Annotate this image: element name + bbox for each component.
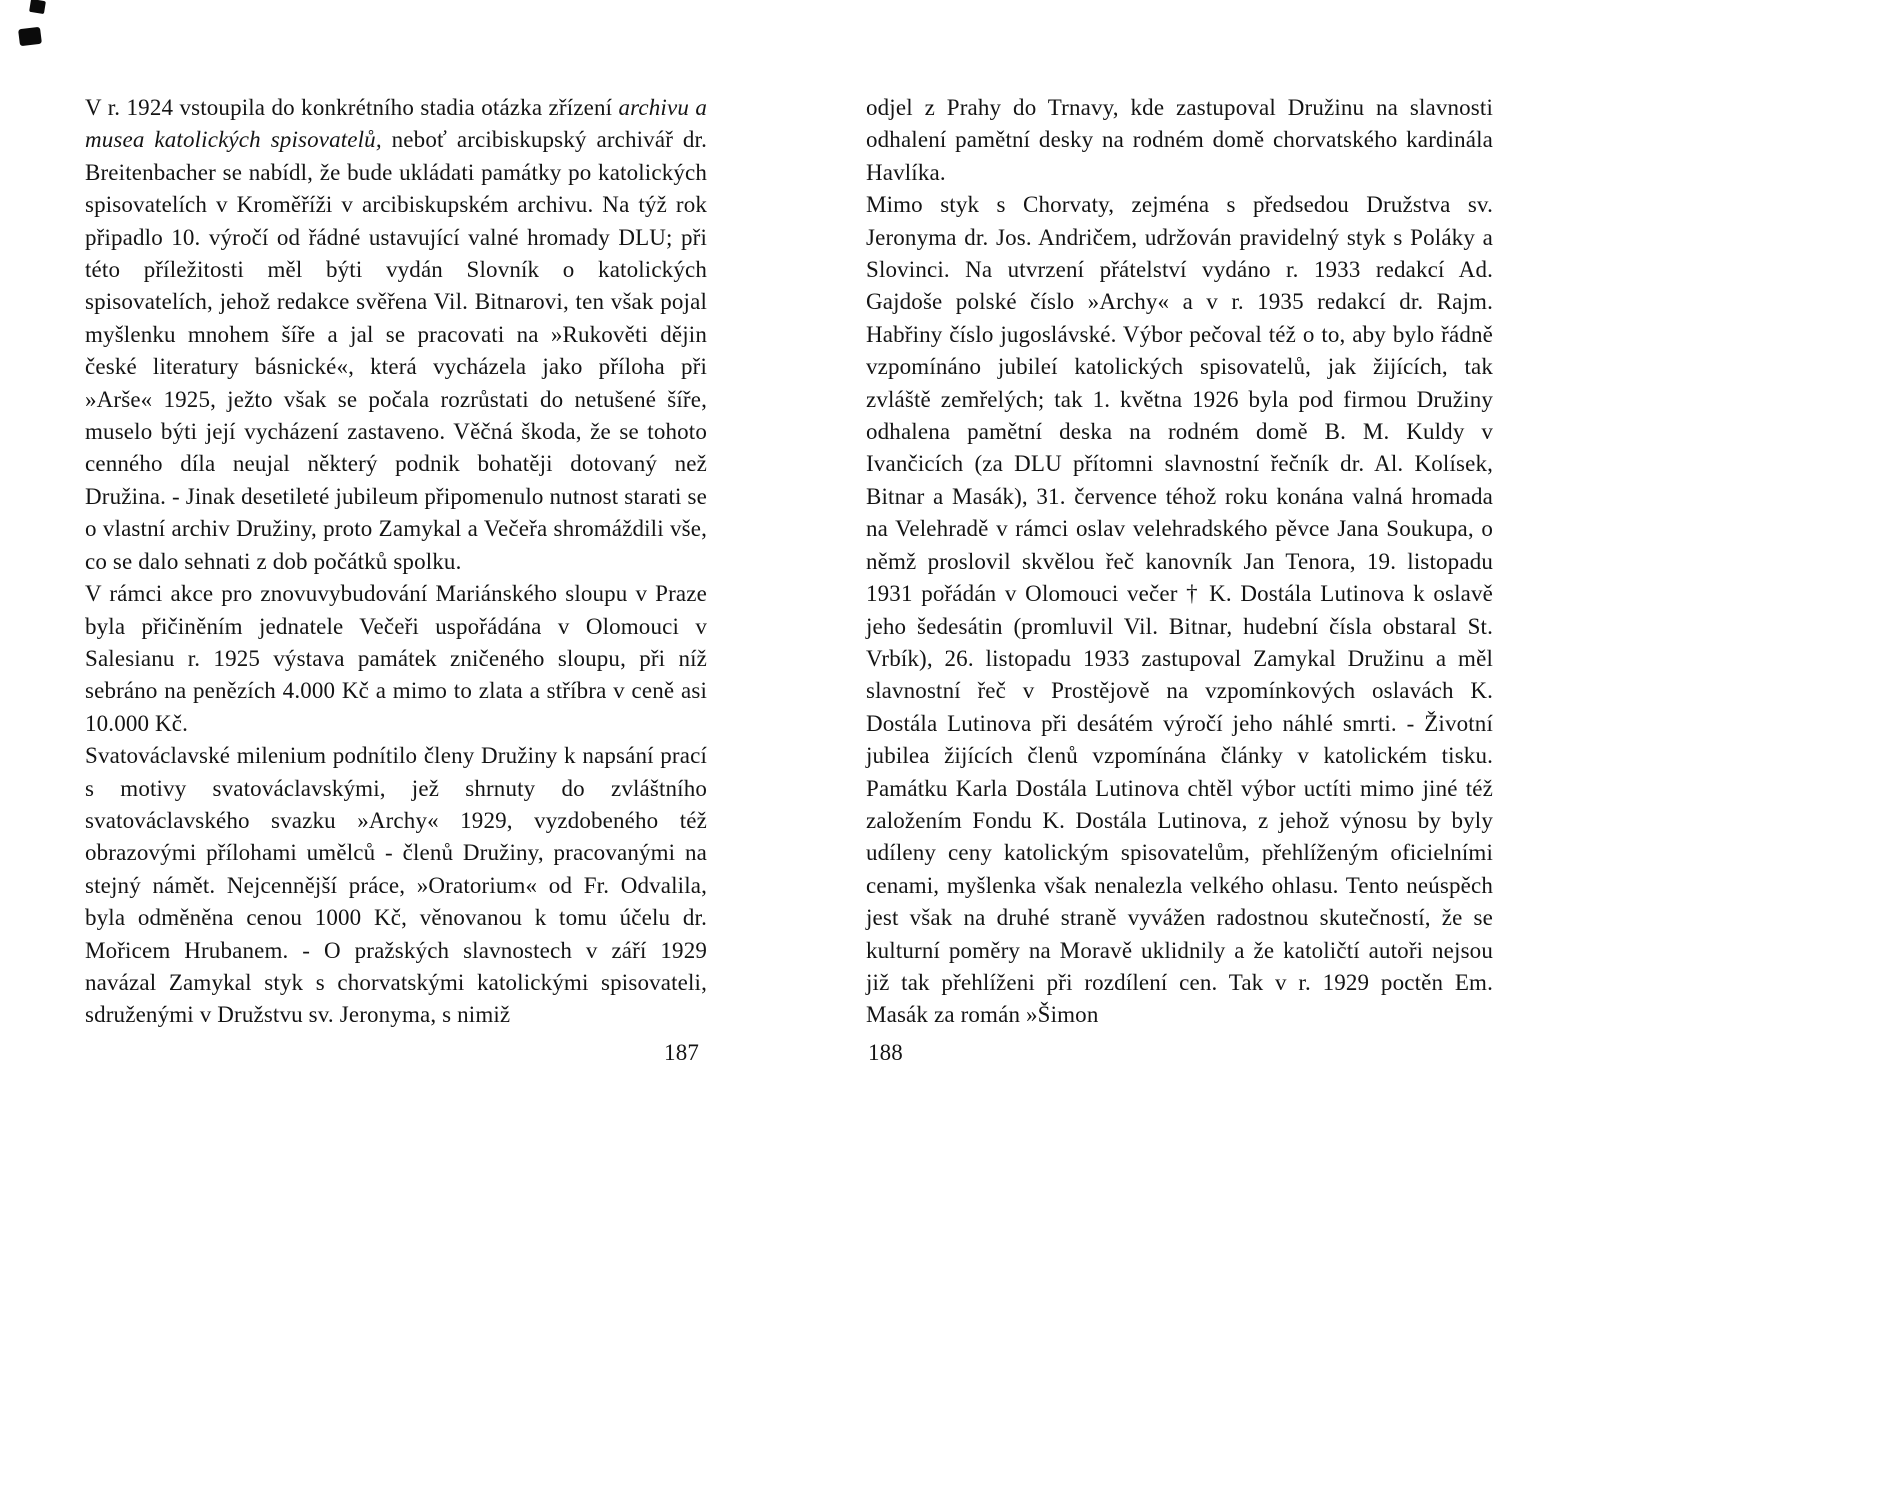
- scan-artifact: [18, 27, 42, 47]
- italic-phrase: archivu a musea katolických spisovatelů,: [85, 95, 707, 153]
- paragraph-1: odjel z Prahy do Trnavy, kde zastupoval Družinu na slavnosti odhalení pamětní desky na rodném domě chorvatského kardinála Havlíka.: [866, 95, 1493, 185]
- paragraph-2: Mimo styk s Chorvaty, zejména s předsedou Družstva sv. Jeronyma dr. Jos. Andričem, udržován pravidelný styk s Poláky a Slovinci. Na utvrzení přátelství vydáno r. 1933 redakcí Ad. Gajdoše polské číslo »Archy« a v r. 1935 redakcí dr. Rajm. Habřiny číslo jugoslávské. Výbor pečoval též o to, aby bylo řádně vzpomínáno jubileí katolických spisovatelů, jak žijících, tak zvláště zemřelých; tak 1. května 1926 byla pod firmou Družiny odhalena pamětní deska na rodném domě B. M. Kuldy v Ivančicích (za DLU přítomni slavnostní řečník dr. Al. Kolísek, Bitnar a Masák), 31. července téhož roku konána valná hromada na Velehradě v rámci oslav velehradského pěvce Jana Soukupa, o němž proslovil skvělou řeč kanovník Jan Tenora, 19. listopadu 1931 pořádán v Olomouci večer † K. Dostála Lutinova k oslavě jeho šedesátin (promluvil Vil. Bitnar, hudební čísla obstaral St. Vrbík), 26. listopadu 1933 zastupoval Zamykal Družinu a měl slavnostní řeč v Prostějově na vzpomínkových oslavách K. Dostála Lutinova při desátém výročí jeho náhlé smrti. - Životní jubilea žijících členů vzpomínána články v katolickém tisku. Památku Karla Dostála Lutinova chtěl výbor uctíti mimo jiné též založením Fondu K. Dostála Lutinova, z jehož výnosu by byly udíleny ceny katolickým spisovatelům, přehlíženým oficielními cenami, myšlenka však nenalezla velkého ohlasu. Tento neúspěch jest však na druhé straně vyvážen radostnou skutečností, že se kulturní poměry na Moravě uklidnily a že katoličtí autoři nejsou již tak přehlíženi při rozdílení cen. Tak v r. 1929 poctěn Em. Masák za román »Šimon: [866, 192, 1493, 1028]
- page-number-left: 187: [664, 1039, 699, 1065]
- left-page-column: [85, 92, 707, 1069]
- paragraph-3: Svatováclavské milenium podnítilo členy Družiny k napsání prací s motivy svatováclavskými, jež shrnuty do zvláštního svatováclavského svazku »Archy« 1929, vyzdobeného též obrazovými přílohami umělců - členů Družiny, pracovanými na stejný námět. Nejcennější práce, »Oratorium« od Fr. Odvalila, byla odměněna cenou 1000 Kč, věnovanou k tomu účelu dr. Mořicem Hrubanem. - O pražských slavnostech v září 1929 navázal Zamykal styk s chorvatskými katolickými spisovateli, sdruženými v Družstvu sv. Jeronyma, s nimiž: [85, 743, 707, 1028]
- paragraph-2: V rámci akce pro znovuvybudování Mariánského sloupu v Praze byla přičiněním jednatele Večeři uspořádána v Olomouci v Salesianu r. 1925 výstava památek zničeného sloupu, při níž sebráno na penězích 4.000 Kč a mimo to zlata a stříbra v ceně asi 10.000 Kč.: [85, 581, 707, 736]
- paragraph-text: V r. 1924 vstoupila do konkrétního stadia otázka zřízení: [85, 95, 619, 120]
- page-number-right: 188: [868, 1039, 903, 1065]
- paragraph-1: [85, 92, 707, 578]
- right-page-column: [866, 92, 1493, 1069]
- scan-artifact: [29, 0, 46, 14]
- paragraph-text: neboť arcibiskupský archivář dr. Breitenbacher se nabídl, že bude ukládati památky po katolických spisovatelích v Kroměříži v arcibiskupském archivu. Na týž rok připadlo 10. výročí od řádné ustavující valné hromady DLU; při této příležitosti měl býti vydán Slovník o katolických spisovatelích, jehož redakce svěřena Vil. Bitnarovi, ten však pojal myšlenku mnohem šíře a jal se pracovati na »Rukověti dějin české literatury básnické«, která vycházela jako příloha při »Arše« 1925, ježto však se počala rozrůstati do netušené šíře, muselo býti její vycházení zastaveno. Věčná škoda, že se tohoto cenného díla neujal některý podnik bohatěji dotovaný než Družina. - Jinak desetileté jubileum připomenulo nutnost starati se o vlastní archiv Družiny, proto Zamykal a Večeřa shromáždili vše, co se dalo sehnati z dob počátků spolku.: [85, 127, 707, 574]
